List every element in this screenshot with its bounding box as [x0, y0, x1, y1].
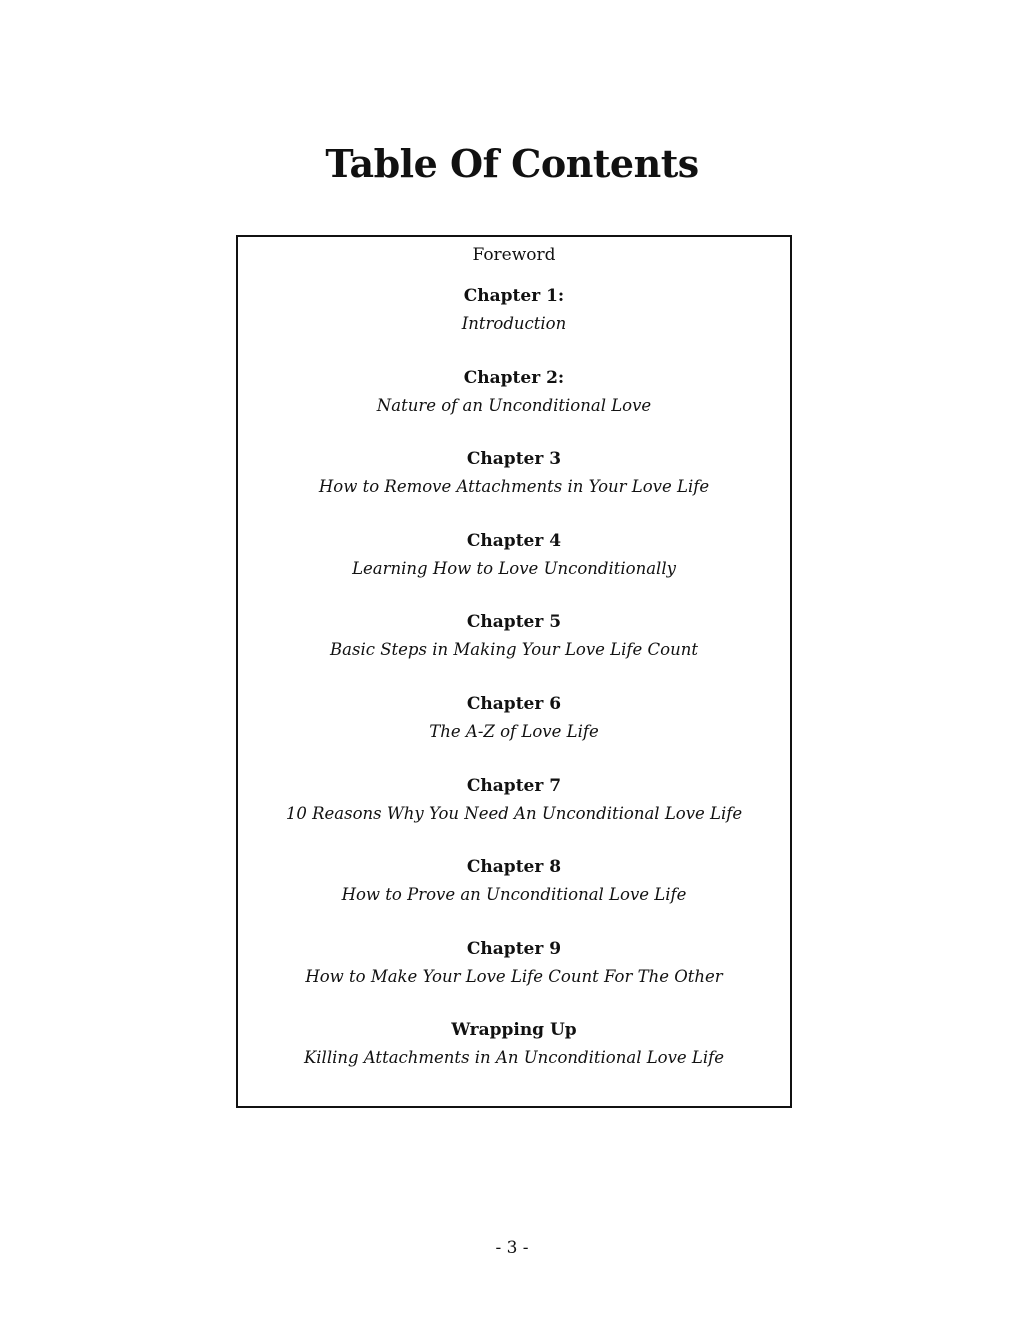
toc-entry-chapter-2 [238, 365, 790, 447]
toc-entry-chapter-3 [238, 446, 790, 528]
toc-entry-heading: Chapter 1: [463, 286, 565, 306]
table-of-contents-box [236, 235, 792, 1108]
toc-entry-subtitle: 10 Reasons Why You Need An Unconditional Love Life [285, 803, 743, 823]
toc-entry-subtitle: Nature of an Unconditional Love [376, 395, 652, 415]
toc-entry-subtitle: Killing Attachments in An Unconditional Love Life [303, 1048, 725, 1068]
toc-entry-chapter-5 [238, 609, 790, 691]
toc-entry-chapter-7 [238, 773, 790, 855]
toc-entry-chapter-9 [238, 936, 790, 1018]
toc-entry-subtitle: How to Make Your Love Life Count For The Other [305, 966, 723, 986]
toc-entry-heading: Chapter 3 [466, 449, 562, 470]
toc-entry-heading: Chapter 8 [466, 857, 562, 878]
toc-entry-chapter-6 [238, 691, 790, 773]
toc-foreword: Foreword [472, 245, 556, 265]
toc-entry-chapter-8 [238, 854, 790, 936]
toc-entry-heading: Chapter 7 [466, 775, 562, 796]
toc-entry-subtitle: The A-Z of Love Life [429, 721, 599, 741]
toc-entry-heading: Chapter 2: [463, 367, 565, 388]
toc-entry-subtitle: How to Remove Attachments in Your Love Life [318, 477, 710, 497]
toc-entry-heading: Chapter 4 [466, 530, 562, 551]
page-title: Table Of Contents [325, 141, 699, 186]
toc-entry-wrapping-up [238, 1017, 790, 1099]
toc-entry-heading: Chapter 6 [466, 693, 562, 714]
toc-list [238, 283, 790, 1099]
toc-entry-heading: Chapter 9 [466, 938, 562, 959]
toc-entry-heading: Chapter 5 [466, 612, 562, 633]
toc-entry-subtitle: Basic Steps in Making Your Love Life Count [330, 640, 698, 660]
page-number: - 3 - [495, 1238, 529, 1258]
toc-entry-subtitle: Introduction [461, 314, 567, 333]
toc-entry-subtitle: How to Prove an Unconditional Love Life [341, 885, 687, 905]
toc-entry-heading: Wrapping Up [451, 1020, 577, 1041]
toc-entry-chapter-1 [238, 283, 790, 365]
toc-entry-chapter-4 [238, 528, 790, 610]
toc-entry-subtitle: Learning How to Love Unconditionally [352, 558, 676, 578]
